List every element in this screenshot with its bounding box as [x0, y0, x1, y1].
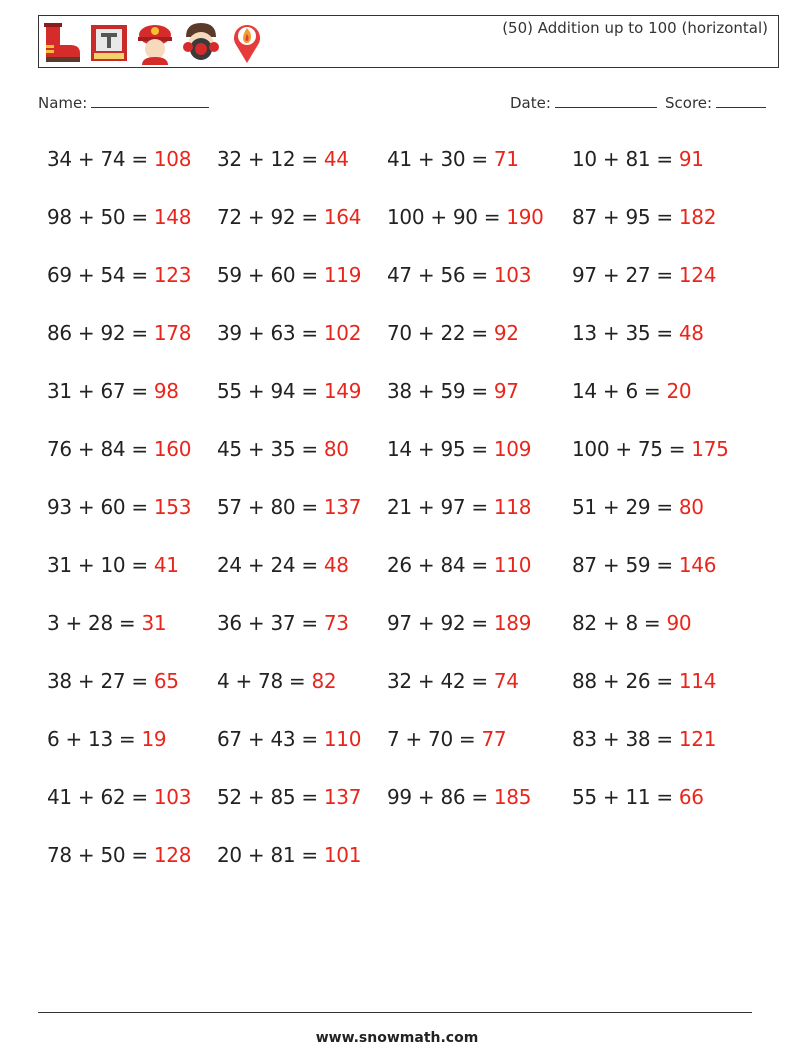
- problem-item: 14 + 95 = 109: [387, 437, 532, 461]
- answer-value: 66: [678, 785, 704, 809]
- addend-b: 67: [100, 379, 126, 403]
- addend-b: 59: [625, 553, 651, 577]
- addend-b: 29: [625, 495, 651, 519]
- addend-a: 38: [47, 669, 72, 693]
- problem-item: 52 + 85 = 137: [217, 785, 362, 809]
- addend-b: 92: [270, 205, 296, 229]
- problem-item: 82 + 8 = 90: [572, 611, 692, 635]
- problem-item: 26 + 84 = 110: [387, 553, 532, 577]
- addend-a: 88: [572, 669, 597, 693]
- problem-item: 83 + 38 = 121: [572, 727, 717, 751]
- problem-item: 31 + 67 = 98: [47, 379, 179, 403]
- addend-a: 87: [572, 205, 597, 229]
- addend-a: 51: [572, 495, 597, 519]
- addend-b: 10: [100, 553, 126, 577]
- answer-value: 124: [678, 263, 717, 287]
- answer-value: 110: [493, 553, 532, 577]
- addend-b: 63: [270, 321, 296, 345]
- addend-b: 62: [100, 785, 126, 809]
- answer-value: 149: [323, 379, 362, 403]
- problem-item: 55 + 11 = 66: [572, 785, 704, 809]
- problem-item: 69 + 54 = 123: [47, 263, 192, 287]
- addend-b: 94: [270, 379, 296, 403]
- addend-b: 50: [100, 843, 126, 867]
- addend-b: 74: [100, 147, 126, 171]
- answer-value: 164: [323, 205, 362, 229]
- addend-a: 41: [387, 147, 412, 171]
- answer-value: 137: [323, 785, 362, 809]
- answer-value: 109: [493, 437, 532, 461]
- worksheet-title: (50) Addition up to 100 (horizontal): [502, 19, 768, 37]
- problem-item: 97 + 92 = 189: [387, 611, 532, 635]
- addend-a: 45: [217, 437, 242, 461]
- answer-value: 90: [666, 611, 692, 635]
- addend-a: 83: [572, 727, 597, 751]
- addend-a: 3: [47, 611, 60, 635]
- answer-value: 65: [153, 669, 179, 693]
- problem-item: 24 + 24 = 48: [217, 553, 349, 577]
- answer-value: 48: [678, 321, 704, 345]
- answer-value: 189: [493, 611, 532, 635]
- problem-item: 7 + 70 = 77: [387, 727, 507, 751]
- addend-a: 86: [47, 321, 72, 345]
- problem-item: 87 + 95 = 182: [572, 205, 717, 229]
- addend-b: 8: [625, 611, 638, 635]
- problem-item: 38 + 59 = 97: [387, 379, 519, 403]
- addend-a: 14: [387, 437, 412, 461]
- answer-value: 123: [153, 263, 192, 287]
- addend-b: 92: [100, 321, 126, 345]
- addend-a: 98: [47, 205, 72, 229]
- problem-item: 21 + 97 = 118: [387, 495, 532, 519]
- addend-a: 70: [387, 321, 412, 345]
- addend-a: 4: [217, 669, 230, 693]
- answer-value: 92: [493, 321, 519, 345]
- answer-value: 175: [691, 437, 729, 461]
- addend-b: 60: [270, 263, 296, 287]
- addend-a: 97: [387, 611, 412, 635]
- addend-b: 84: [100, 437, 126, 461]
- problem-item: 93 + 60 = 153: [47, 495, 192, 519]
- answer-value: 101: [323, 843, 362, 867]
- problem-item: 14 + 6 = 20: [572, 379, 692, 403]
- addend-a: 31: [47, 553, 72, 577]
- problem-item: 72 + 92 = 164: [217, 205, 362, 229]
- addend-b: 97: [440, 495, 466, 519]
- addend-b: 75: [637, 437, 663, 461]
- problem-item: 34 + 74 = 108: [47, 147, 192, 171]
- addend-a: 55: [572, 785, 597, 809]
- problem-item: 41 + 62 = 103: [47, 785, 192, 809]
- addend-b: 84: [440, 553, 466, 577]
- answer-value: 103: [493, 263, 532, 287]
- problem-item: 86 + 92 = 178: [47, 321, 192, 345]
- answer-value: 80: [678, 495, 704, 519]
- addend-a: 20: [217, 843, 242, 867]
- problem-item: 67 + 43 = 110: [217, 727, 362, 751]
- addend-a: 100: [387, 205, 425, 229]
- date-label: Date:: [510, 94, 551, 112]
- problem-item: 59 + 60 = 119: [217, 263, 362, 287]
- addend-b: 60: [100, 495, 126, 519]
- addend-a: 14: [572, 379, 597, 403]
- addend-a: 47: [387, 263, 412, 287]
- problem-item: 41 + 30 = 71: [387, 147, 519, 171]
- footer-site: www.snowmath.com: [315, 1030, 479, 1046]
- addend-b: 35: [625, 321, 651, 345]
- addend-b: 86: [440, 785, 466, 809]
- addend-b: 26: [625, 669, 651, 693]
- problem-item: 78 + 50 = 128: [47, 843, 192, 867]
- answer-value: 31: [141, 611, 167, 635]
- addend-a: 32: [387, 669, 412, 693]
- addend-b: 81: [270, 843, 296, 867]
- problem-item: 98 + 50 = 148: [47, 205, 192, 229]
- addend-a: 13: [572, 321, 597, 345]
- answer-value: 103: [153, 785, 192, 809]
- problem-item: 70 + 22 = 92: [387, 321, 519, 345]
- addend-a: 7: [387, 727, 400, 751]
- problem-item: 51 + 29 = 80: [572, 495, 704, 519]
- addend-b: 54: [100, 263, 126, 287]
- addend-a: 21: [387, 495, 412, 519]
- addend-b: 35: [270, 437, 296, 461]
- addend-b: 30: [440, 147, 466, 171]
- addend-a: 76: [47, 437, 72, 461]
- addend-b: 37: [270, 611, 296, 635]
- answer-value: 80: [323, 437, 349, 461]
- answer-value: 73: [323, 611, 349, 635]
- addend-a: 52: [217, 785, 242, 809]
- addend-a: 57: [217, 495, 242, 519]
- addend-a: 38: [387, 379, 412, 403]
- addend-b: 59: [440, 379, 466, 403]
- answer-value: 44: [323, 147, 349, 171]
- addend-b: 80: [270, 495, 296, 519]
- answer-value: 118: [493, 495, 532, 519]
- addend-a: 69: [47, 263, 72, 287]
- problem-item: 55 + 94 = 149: [217, 379, 362, 403]
- addend-a: 6: [47, 727, 60, 751]
- answer-value: 97: [493, 379, 519, 403]
- addend-a: 99: [387, 785, 412, 809]
- problem-item: 76 + 84 = 160: [47, 437, 192, 461]
- answer-value: 19: [141, 727, 167, 751]
- score-label: Score:: [665, 94, 713, 112]
- addend-a: 87: [572, 553, 597, 577]
- addend-a: 97: [572, 263, 597, 287]
- addend-b: 28: [88, 611, 113, 635]
- addend-b: 81: [625, 147, 651, 171]
- answer-value: 77: [481, 727, 507, 751]
- addend-a: 36: [217, 611, 242, 635]
- addend-b: 42: [440, 669, 466, 693]
- problem-item: 4 + 78 = 82: [217, 669, 337, 693]
- addend-a: 10: [572, 147, 597, 171]
- problem-item: 88 + 26 = 114: [572, 669, 717, 693]
- answer-value: 110: [323, 727, 362, 751]
- name-label: Name:: [38, 94, 88, 112]
- problem-item: 36 + 37 = 73: [217, 611, 349, 635]
- addend-b: 95: [440, 437, 466, 461]
- problem-item: 45 + 35 = 80: [217, 437, 349, 461]
- problem-item: 13 + 35 = 48: [572, 321, 704, 345]
- addend-b: 6: [625, 379, 638, 403]
- problem-item: 32 + 42 = 74: [387, 669, 519, 693]
- addend-a: 93: [47, 495, 72, 519]
- addend-b: 24: [270, 553, 296, 577]
- problem-item: 38 + 27 = 65: [47, 669, 179, 693]
- answer-value: 108: [153, 147, 192, 171]
- answer-value: 71: [493, 147, 519, 171]
- answer-value: 153: [153, 495, 192, 519]
- answer-value: 102: [323, 321, 362, 345]
- addend-b: 22: [440, 321, 466, 345]
- answer-value: 119: [323, 263, 362, 287]
- answer-value: 137: [323, 495, 362, 519]
- problem-item: 32 + 12 = 44: [217, 147, 349, 171]
- addend-b: 13: [88, 727, 113, 751]
- problem-item: 100 + 75 = 175: [572, 437, 729, 461]
- answer-value: 148: [153, 205, 192, 229]
- addend-a: 78: [47, 843, 72, 867]
- problem-item: 31 + 10 = 41: [47, 553, 179, 577]
- answer-value: 146: [678, 553, 717, 577]
- addend-b: 43: [270, 727, 296, 751]
- addend-a: 26: [387, 553, 412, 577]
- answer-value: 20: [666, 379, 692, 403]
- addend-b: 92: [440, 611, 466, 635]
- answer-value: 41: [153, 553, 179, 577]
- addend-b: 12: [270, 147, 296, 171]
- addend-a: 55: [217, 379, 242, 403]
- answer-value: 182: [678, 205, 717, 229]
- answer-value: 160: [153, 437, 192, 461]
- addend-a: 41: [47, 785, 72, 809]
- problem-item: 97 + 27 = 124: [572, 263, 717, 287]
- problem-item: 57 + 80 = 137: [217, 495, 362, 519]
- problem-item: 3 + 28 = 31: [47, 611, 167, 635]
- addend-b: 11: [625, 785, 651, 809]
- addend-b: 90: [452, 205, 478, 229]
- answer-value: 178: [153, 321, 192, 345]
- answer-value: 121: [678, 727, 717, 751]
- addend-a: 82: [572, 611, 597, 635]
- addend-b: 56: [440, 263, 466, 287]
- addend-b: 78: [258, 669, 283, 693]
- addend-a: 34: [47, 147, 72, 171]
- problem-item: 39 + 63 = 102: [217, 321, 362, 345]
- answer-value: 98: [153, 379, 179, 403]
- problem-item: 99 + 86 = 185: [387, 785, 532, 809]
- addend-b: 70: [428, 727, 453, 751]
- problem-item: 20 + 81 = 101: [217, 843, 362, 867]
- addend-b: 27: [625, 263, 651, 287]
- answer-value: 185: [493, 785, 532, 809]
- answer-value: 74: [493, 669, 519, 693]
- addend-a: 59: [217, 263, 242, 287]
- answer-value: 190: [506, 205, 544, 229]
- addend-b: 27: [100, 669, 126, 693]
- footer-divider: [38, 1012, 752, 1013]
- answer-value: 91: [678, 147, 704, 171]
- answer-value: 114: [678, 669, 717, 693]
- problem-item: 10 + 81 = 91: [572, 147, 704, 171]
- answer-value: 48: [323, 553, 349, 577]
- problem-item: 6 + 13 = 19: [47, 727, 167, 751]
- addend-a: 39: [217, 321, 242, 345]
- problem-item: 87 + 59 = 146: [572, 553, 717, 577]
- addend-a: 67: [217, 727, 242, 751]
- problem-item: 47 + 56 = 103: [387, 263, 532, 287]
- addend-a: 24: [217, 553, 242, 577]
- problem-item: 100 + 90 = 190: [387, 205, 544, 229]
- addend-b: 95: [625, 205, 651, 229]
- addend-a: 72: [217, 205, 242, 229]
- addend-b: 85: [270, 785, 296, 809]
- addend-b: 38: [625, 727, 651, 751]
- addend-a: 32: [217, 147, 242, 171]
- answer-value: 128: [153, 843, 192, 867]
- answer-value: 82: [311, 669, 337, 693]
- addend-a: 100: [572, 437, 610, 461]
- addend-b: 50: [100, 205, 126, 229]
- addend-a: 31: [47, 379, 72, 403]
